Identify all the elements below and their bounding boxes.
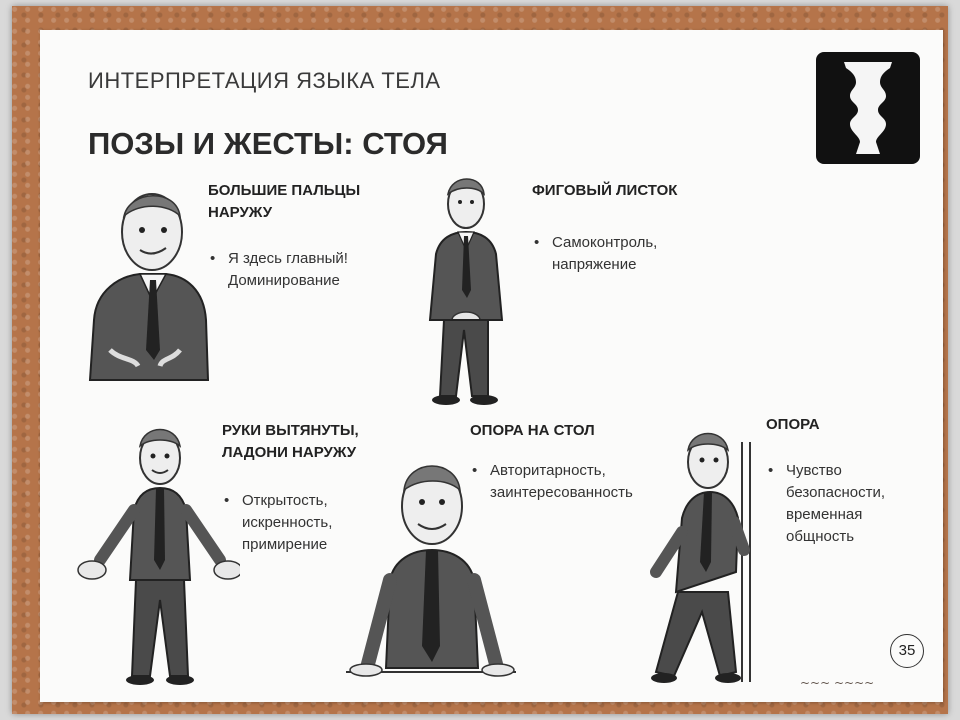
heading-line: РУКИ ВЫТЯНУТЫ, (222, 422, 359, 439)
description-line: • Самоконтроль, (534, 232, 657, 254)
heading-line: ФИГОВЫЙ ЛИСТОК (532, 182, 678, 199)
description-line: искренность, (242, 514, 333, 531)
description-line: общность (786, 528, 855, 545)
book-page (40, 30, 943, 702)
pose-5-heading (766, 414, 820, 436)
pose-1-description (210, 248, 348, 292)
description-line: примирение (242, 536, 328, 553)
description-line: безопасности, (786, 484, 885, 501)
fig-leaf-figure (410, 170, 520, 410)
description-line: • Я здесь главный! (210, 248, 348, 270)
pose-2-description (534, 232, 657, 276)
leaning-on-table-figure (346, 450, 516, 690)
page-number: 35 (890, 634, 924, 668)
pose-2-heading (532, 180, 677, 202)
wooden-frame (12, 6, 948, 714)
pose-3-heading (222, 420, 359, 464)
description-line: • Открытость, (224, 490, 332, 512)
pose-5-description (768, 460, 885, 548)
description-line: • Авторитарность, (472, 460, 633, 482)
thumbs-out-figure (80, 180, 210, 390)
arms-out-figure (70, 420, 240, 690)
bullet-icon: • (768, 462, 774, 479)
description-line: • Чувство (768, 460, 885, 482)
vase-faces-illusion-icon (816, 52, 920, 164)
heading-line: ОПОРА НА СТОЛ (470, 422, 595, 439)
heading-line: ЛАДОНИ НАРУЖУ (222, 444, 357, 461)
description-line: временная (786, 506, 863, 523)
heading-line: БОЛЬШИЕ ПАЛЬЦЫ (208, 182, 361, 199)
leaning-on-support-figure (616, 422, 766, 692)
page-title: ПОЗЫ И ЖЕСТЫ: СТОЯ (88, 126, 448, 161)
pose-4-heading (470, 420, 595, 442)
description-line: заинтересованность (490, 484, 633, 501)
bullet-icon: • (210, 250, 216, 267)
pose-1-heading (208, 180, 360, 224)
signature: ~~~ ~~~~ (800, 676, 875, 690)
pose-3-description (224, 490, 332, 556)
bullet-icon: • (534, 234, 540, 251)
section-title: ИНТЕРПРЕТАЦИЯ ЯЗЫКА ТЕЛА (88, 68, 441, 93)
bullet-icon: • (472, 462, 478, 479)
heading-line: ОПОРА (766, 416, 820, 433)
bullet-icon: • (224, 492, 230, 509)
heading-line: НАРУЖУ (208, 204, 273, 221)
description-line: Доминирование (228, 272, 340, 289)
description-line: напряжение (552, 256, 637, 273)
